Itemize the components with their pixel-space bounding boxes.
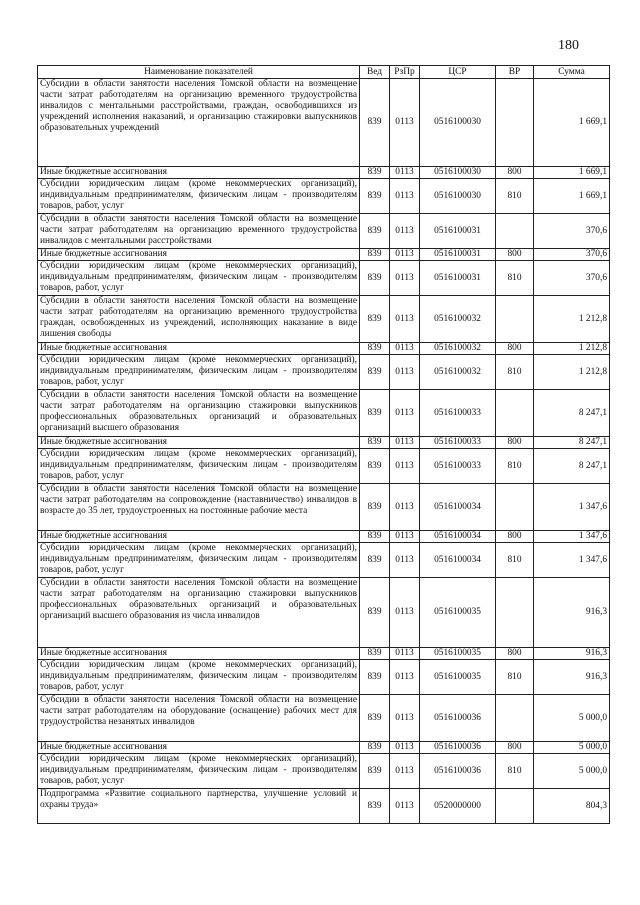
table-cell-rzpr: 0113 [390,79,420,167]
table-row [38,249,610,261]
table-cell-ved: 839 [360,543,390,578]
table-row [38,648,610,660]
table-row [38,296,610,343]
table-cell-csr: 0516100033 [420,390,496,437]
header-csr: ЦСР [420,66,496,79]
table-cell-ved: 839 [360,167,390,179]
table-cell-name: Иные бюджетные ассигнования [38,437,360,449]
table-cell-vr: 810 [496,660,534,695]
table-header-row [38,66,610,79]
table-cell-rzpr: 0113 [390,214,420,249]
table-cell-csr: 0516100033 [420,449,496,484]
table-cell-vr: 810 [496,179,534,214]
table-cell-vr: 810 [496,754,534,789]
table-cell-ved: 839 [360,449,390,484]
table-cell-name: Субсидии юридическим лицам (кроме некоммерческих организаций), индивидуальным предпринимателям, физическим лицам - производителям товаров, работ, услуг [38,355,360,390]
table-cell-rzpr: 0113 [390,343,420,355]
table-row [38,355,610,390]
table-cell-csr: 0516100032 [420,355,496,390]
table-row [38,695,610,742]
table-cell-sum: 5 000,0 [534,754,610,789]
table-cell-name: Субсидии в области занятости населения Томской области на возмещение части затрат работодателям на организацию стажировки выпускников профессиональных образовательных организаций и образовательных организаций высшего образования из числа инвалидов [38,578,360,648]
table-cell-name: Субсидии в области занятости населения Томской области на возмещение части затрат работодателям на оборудование (оснащение) рабочих мест для трудоустройства незанятых инвалидов [38,695,360,742]
table-cell-sum: 5 000,0 [534,695,610,742]
table-cell-name: Субсидии в области занятости населения Томской области на возмещение части затрат работодателям на сопровождение (наставничество) инвалидов в возрасте до 35 лет, трудоустроенных на постоянные рабочие места [38,484,360,531]
table-cell-name: Субсидии в области занятости населения Томской области на возмещение части затрат работодателям на организацию временного трудоустройства граждан, освобожденных из учреждений, исполняющих наказание в виде лишения свободы [38,296,360,343]
table-cell-name: Субсидии юридическим лицам (кроме некоммерческих организаций), индивидуальным предпринимателям, физическим лицам - производителям товаров, работ, услуг [38,449,360,484]
table-cell-sum: 370,6 [534,249,610,261]
table-cell-ved: 839 [360,789,390,824]
table-cell-ved: 839 [360,79,390,167]
table-cell-rzpr: 0113 [390,390,420,437]
table-cell-csr: 0516100034 [420,543,496,578]
table-cell-sum: 1 347,6 [534,484,610,531]
table-cell-ved: 839 [360,660,390,695]
table-cell-ved: 839 [360,390,390,437]
table-cell-ved: 839 [360,179,390,214]
table-row [38,449,610,484]
table-cell-vr [496,695,534,742]
table-cell-ved: 839 [360,214,390,249]
table-cell-ved: 839 [360,742,390,754]
table-cell-ved: 839 [360,531,390,543]
table-row [38,390,610,437]
table-cell-vr [496,79,534,167]
table-cell-name: Иные бюджетные ассигнования [38,343,360,355]
table-cell-ved: 839 [360,437,390,449]
table-cell-rzpr: 0113 [390,296,420,343]
table-cell-rzpr: 0113 [390,648,420,660]
table-cell-rzpr: 0113 [390,754,420,789]
header-name: Наименование показателей [38,66,360,79]
table-cell-rzpr: 0113 [390,484,420,531]
header-ved: Вед [360,66,390,79]
table-cell-ved: 839 [360,754,390,789]
table-cell-rzpr: 0113 [390,660,420,695]
table-row [38,531,610,543]
page-number: 180 [558,38,579,53]
table-cell-ved: 839 [360,648,390,660]
table-cell-name: Субсидии в области занятости населения Томской области на возмещение части затрат работодателям на организацию временного трудоустройства инвалидов с ментальными расстройствами, граждан, освободившихся из учреждений исполнения наказаний, и организацию стажировки выпускников образовательных учреждений [38,79,360,167]
table-cell-sum: 1 347,6 [534,543,610,578]
table-cell-rzpr: 0113 [390,543,420,578]
table-cell-vr [496,390,534,437]
header-sum: Сумма [534,66,610,79]
table-cell-rzpr: 0113 [390,695,420,742]
table-cell-ved: 839 [360,355,390,390]
table-cell-rzpr: 0113 [390,249,420,261]
table-cell-vr [496,296,534,343]
table-cell-ved: 839 [360,578,390,648]
table-row [38,214,610,249]
table-cell-rzpr: 0113 [390,355,420,390]
table-cell-sum: 1 212,8 [534,296,610,343]
table-cell-name: Субсидии юридическим лицам (кроме некоммерческих организаций), индивидуальным предпринимателям, физическим лицам - производителям товаров, работ, услуг [38,754,360,789]
table-cell-ved: 839 [360,343,390,355]
table-cell-sum: 8 247,1 [534,449,610,484]
table-cell-csr: 0516100036 [420,742,496,754]
table-cell-vr [496,214,534,249]
table-row [38,484,610,531]
table-cell-vr: 800 [496,249,534,261]
table-cell-csr: 0516100035 [420,648,496,660]
table-cell-vr: 800 [496,531,534,543]
table-row [38,343,610,355]
table-row [38,261,610,296]
table-cell-vr [496,789,534,824]
table-cell-vr: 800 [496,167,534,179]
table-cell-sum: 8 247,1 [534,390,610,437]
table-cell-csr: 0516100030 [420,179,496,214]
header-vr: ВР [496,66,534,79]
table-cell-csr: 0516100034 [420,531,496,543]
table-cell-csr: 0516100031 [420,249,496,261]
table-cell-name: Подпрограмма «Развитие социального партнерства, улучшение условий и охраны труда» [38,789,360,824]
table-cell-rzpr: 0113 [390,179,420,214]
table-cell-csr: 0516100033 [420,437,496,449]
table-cell-csr: 0516100035 [420,660,496,695]
table-cell-csr: 0516100031 [420,261,496,296]
table-cell-csr: 0516100032 [420,343,496,355]
table-cell-csr: 0516100030 [420,167,496,179]
table-cell-sum: 1 212,8 [534,355,610,390]
table-cell-rzpr: 0113 [390,578,420,648]
table-row [38,789,610,824]
table-row [38,578,610,648]
table-cell-sum: 8 247,1 [534,437,610,449]
table-cell-csr: 0516100032 [420,296,496,343]
table-cell-sum: 1 669,1 [534,167,610,179]
table-cell-sum: 5 000,0 [534,742,610,754]
table-cell-sum: 916,3 [534,660,610,695]
table-cell-name: Субсидии юридическим лицам (кроме некоммерческих организаций), индивидуальным предпринимателям, физическим лицам - производителям товаров, работ, услуг [38,179,360,214]
table-cell-sum: 1 212,8 [534,343,610,355]
table-cell-sum: 1 669,1 [534,179,610,214]
table-cell-csr: 0520000000 [420,789,496,824]
table-row [38,79,610,167]
table-cell-rzpr: 0113 [390,449,420,484]
table-cell-vr: 800 [496,437,534,449]
table-cell-csr: 0516100036 [420,754,496,789]
table-cell-csr: 0516100031 [420,214,496,249]
table-cell-name: Субсидии юридическим лицам (кроме некоммерческих организаций), индивидуальным предпринимателям, физическим лицам - производителям товаров, работ, услуг [38,261,360,296]
table-cell-name: Иные бюджетные ассигнования [38,648,360,660]
table-cell-csr: 0516100034 [420,484,496,531]
table-cell-csr: 0516100030 [420,79,496,167]
table-cell-rzpr: 0113 [390,167,420,179]
table-cell-sum: 1 347,6 [534,531,610,543]
table-cell-vr [496,484,534,531]
table-row [38,742,610,754]
table-cell-rzpr: 0113 [390,437,420,449]
table-cell-sum: 370,6 [534,214,610,249]
budget-table [37,65,610,824]
table-row [38,543,610,578]
table-cell-name: Иные бюджетные ассигнования [38,167,360,179]
table-cell-name: Иные бюджетные ассигнования [38,531,360,543]
table-cell-rzpr: 0113 [390,742,420,754]
table-cell-ved: 839 [360,296,390,343]
table-cell-sum: 916,3 [534,578,610,648]
table-cell-sum: 804,3 [534,789,610,824]
table-cell-csr: 0516100035 [420,578,496,648]
table-cell-ved: 839 [360,249,390,261]
table-cell-csr: 0516100036 [420,695,496,742]
table-cell-rzpr: 0113 [390,789,420,824]
table-cell-vr: 800 [496,648,534,660]
table-cell-name: Иные бюджетные ассигнования [38,249,360,261]
table-row [38,167,610,179]
table-cell-vr [496,578,534,648]
table-cell-rzpr: 0113 [390,531,420,543]
table-row [38,179,610,214]
table-cell-vr: 800 [496,343,534,355]
header-rzpr: РзПр [390,66,420,79]
table-cell-ved: 839 [360,695,390,742]
table-cell-name: Субсидии в области занятости населения Томской области на возмещение части затрат работодателям на организацию стажировки выпускников профессиональных образовательных организаций и образовательных организаций высшего образования [38,390,360,437]
table-row [38,660,610,695]
table-cell-name: Субсидии юридическим лицам (кроме некоммерческих организаций), индивидуальным предпринимателям, физическим лицам - производителям товаров, работ, услуг [38,660,360,695]
table-cell-vr: 810 [496,449,534,484]
table-cell-vr: 800 [496,742,534,754]
table-cell-name: Субсидии в области занятости населения Томской области на возмещение части затрат работодателям на организацию временного трудоустройства инвалидов с ментальными расстройствами [38,214,360,249]
table-cell-ved: 839 [360,484,390,531]
table-body [38,79,610,824]
table-cell-name: Иные бюджетные ассигнования [38,742,360,754]
table-row [38,437,610,449]
table-cell-sum: 916,3 [534,648,610,660]
table-cell-vr: 810 [496,543,534,578]
table-cell-name: Субсидии юридическим лицам (кроме некоммерческих организаций), индивидуальным предпринимателям, физическим лицам - производителям товаров, работ, услуг [38,543,360,578]
table-cell-vr: 810 [496,355,534,390]
table-cell-vr: 810 [496,261,534,296]
table-cell-sum: 370,6 [534,261,610,296]
table-cell-rzpr: 0113 [390,261,420,296]
table-cell-sum: 1 669,1 [534,79,610,167]
table-row [38,754,610,789]
table-cell-ved: 839 [360,261,390,296]
